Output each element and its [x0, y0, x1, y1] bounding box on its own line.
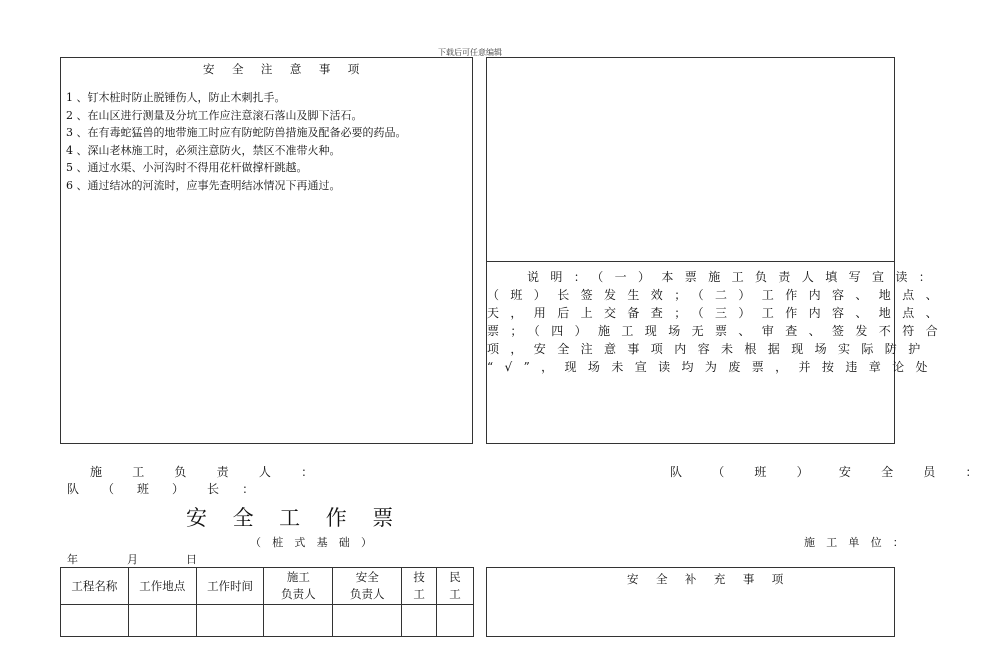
section-divider — [487, 261, 894, 262]
explanation-line: （班）长签发生效；（二）工作内容、地点、 — [487, 288, 950, 302]
list-item: 3 、在有毒蛇猛兽的地带施工时应有防蛇防兽措施及配备必要的药品。 — [66, 126, 407, 140]
col-header-work-location: 工作地点 — [128, 568, 196, 605]
col-header-construction-lead: 施工 负责人 — [264, 568, 333, 605]
explanation-line: 项，安全注意事项内容未根据现场实际防护 — [487, 342, 932, 356]
table-cell[interactable] — [402, 605, 437, 637]
safety-notes-title: 安 全 注 意 事 项 — [203, 62, 367, 76]
explanation-text — [487, 268, 949, 376]
list-item: 2 、在山区进行测量及分坑工作应注意滚石落山及脚下活石。 — [66, 108, 363, 122]
table-header-row — [61, 568, 474, 605]
team-leader-label: 队 （ 班 ） 长 ： — [67, 482, 264, 496]
date-year-label: 年 — [67, 553, 78, 566]
safety-notes-list — [66, 89, 407, 195]
col-header-laborer: 民 工 — [437, 568, 474, 605]
ticket-table — [60, 567, 474, 637]
right-info-box — [486, 57, 950, 444]
list-item: 1 、钉木桩时防止脱锤伤人，防止木刺扎手。 — [66, 91, 286, 104]
explanation-line: 天，用后上交备查；（三）工作内容、地点、 — [487, 306, 950, 320]
construction-unit-label: 施 工 单 位 ： — [804, 536, 908, 549]
list-item: 4 、深山老林施工时，必须注意防火，禁区不准带火种。 — [66, 143, 341, 157]
team-safety-officer-label: 队 （ 班 ） 安 全 员 ： — [670, 465, 991, 479]
table-cell[interactable] — [333, 605, 402, 637]
explanation-line: 票；（四）施工现场无票、审查、签发不符合 — [487, 324, 950, 338]
page-subtitle: （ 桩 式 基 础 ） — [250, 536, 376, 549]
construction-lead-label: 施 工 负 责 人 ： — [90, 465, 327, 479]
table-cell[interactable] — [196, 605, 264, 637]
explanation-line: 说明：（一）本票施工负责人填写宣读： — [527, 270, 943, 284]
explanation-line: “√”，现场未宣读均为废票，并按违章论处 — [487, 360, 939, 374]
list-item: 6 、通过结冰的河流时，应事先查明结冰情况下再通过。 — [66, 178, 341, 192]
col-header-safety-lead: 安全 负责人 — [333, 568, 402, 605]
watermark-text: 下载后可任意编辑 — [438, 48, 502, 57]
table-row — [61, 605, 474, 637]
col-header-work-time: 工作时间 — [196, 568, 264, 605]
date-month-label: 月 — [127, 553, 138, 566]
table-cell[interactable] — [128, 605, 196, 637]
date-day-label: 日 — [186, 553, 197, 566]
supplement-box — [486, 567, 895, 637]
table-cell[interactable] — [264, 605, 333, 637]
col-header-project-name: 工程名称 — [61, 568, 129, 605]
table-cell[interactable] — [61, 605, 129, 637]
list-item: 5 、通过水渠、小河沟时不得用花杆做撑杆跳越。 — [66, 161, 308, 175]
safety-notes-box — [60, 57, 473, 444]
col-header-technician: 技 工 — [402, 568, 437, 605]
supplement-title: 安 全 补 充 事 项 — [627, 572, 791, 586]
table-cell[interactable] — [437, 605, 474, 637]
page-title: 安 全 工 作 票 — [186, 506, 403, 530]
